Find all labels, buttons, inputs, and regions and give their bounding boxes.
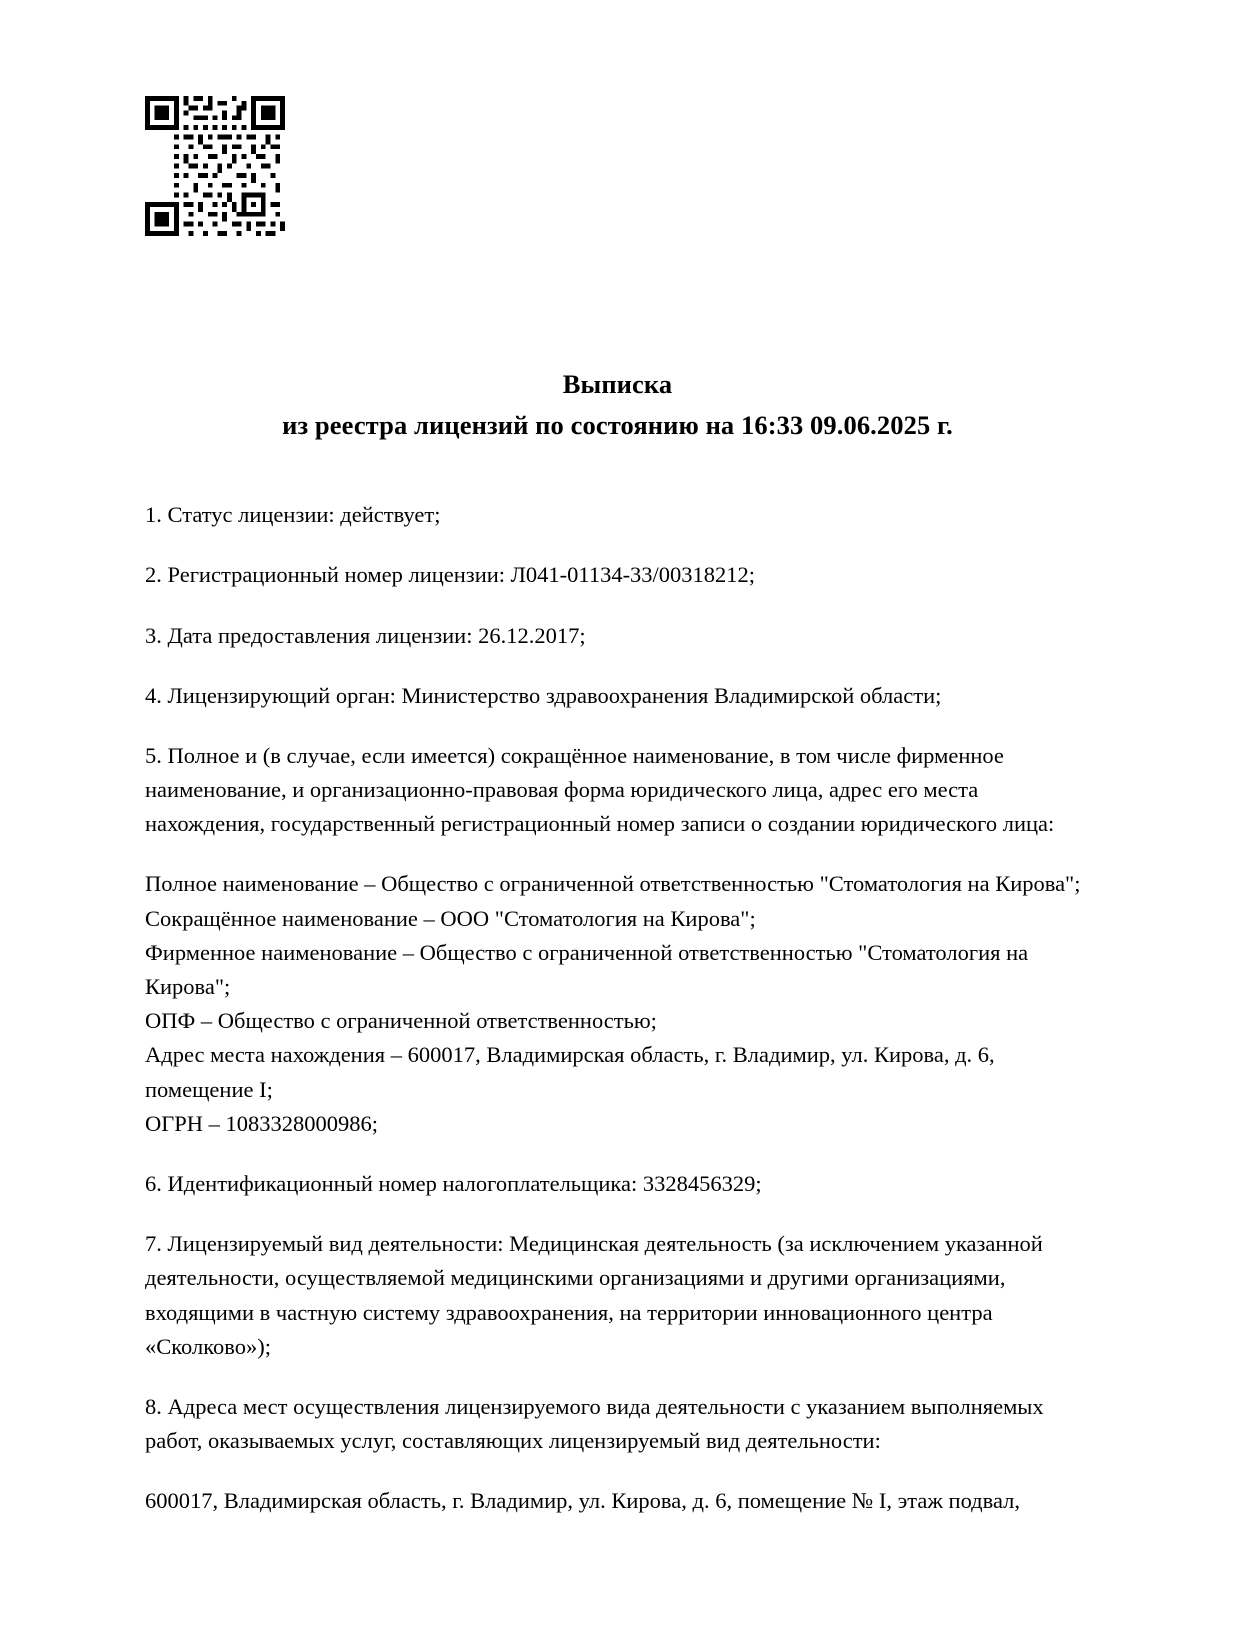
entity-brand-name: Фирменное наименование – Общество с ограниченной ответственностью "Стоматология на Кирова"; xyxy=(145,939,1029,999)
qr-code xyxy=(145,96,285,236)
item-names-heading: 5. Полное и (в случае, если имеется) сокращённое наименование, в том числе фирменное наименование, и организационно-правовая форма юридического лица, адрес его места нахождения, государственный регистрационный номер записи о создании юридического лица: xyxy=(145,742,1055,837)
document-body xyxy=(145,498,1090,1518)
item-date-granted: 3. Дата предоставления лицензии: 26.12.2017; xyxy=(145,622,586,648)
item-inn: 6. Идентификационный номер налогоплательщика: 3328456329; xyxy=(145,1170,762,1196)
entity-details-group xyxy=(145,867,1090,1141)
entity-full-name: Полное наименование – Общество с ограниченной ответственностью "Стоматология на Кирова"; xyxy=(145,871,1081,897)
item-status: 1. Статус лицензии: действует; xyxy=(145,502,441,528)
entity-address: Адрес места нахождения – 600017, Владимирская область, г. Владимир, ул. Кирова, д. 6, помещение I; xyxy=(145,1042,995,1102)
title-line-2: из реестра лицензий по состоянию на 16:33 09.06.2025 г. xyxy=(282,410,953,441)
title-line-1: Выписка xyxy=(562,369,673,399)
entity-legal-form: ОПФ – Общество с ограниченной ответственностью; xyxy=(145,1008,657,1034)
item-addresses-heading: 8. Адреса мест осуществления лицензируемого вида деятельности с указанием выполняемых работ, оказываемых услуг, составляющих лицензируемый вид деятельности: xyxy=(145,1393,1044,1454)
item-address-entry: 600017, Владимирская область, г. Владимир, ул. Кирова, д. 6, помещение № I, этаж подвал, xyxy=(145,1488,1020,1514)
entity-ogrn: ОГРН – 1083328000986; xyxy=(145,1110,379,1136)
item-activity-type: 7. Лицензируемый вид деятельности: Медицинская деятельность (за исключением указанной деятельности, осуществляемой медицинскими организациями и другими организациями, входящими в частную систему здравоохранения, на территории инновационного центра «Сколково»); xyxy=(145,1231,1043,1359)
qr-code-icon xyxy=(145,96,285,236)
entity-short-name: Сокращённое наименование – ООО "Стоматология на Кирова"; xyxy=(145,905,756,931)
item-registration-number: 2. Регистрационный номер лицензии: Л041-01134-33/00318212; xyxy=(145,562,756,588)
item-licensing-authority: 4. Лицензирующий орган: Министерство здравоохранения Владимирской области; xyxy=(145,682,942,708)
document-title xyxy=(145,364,1090,446)
